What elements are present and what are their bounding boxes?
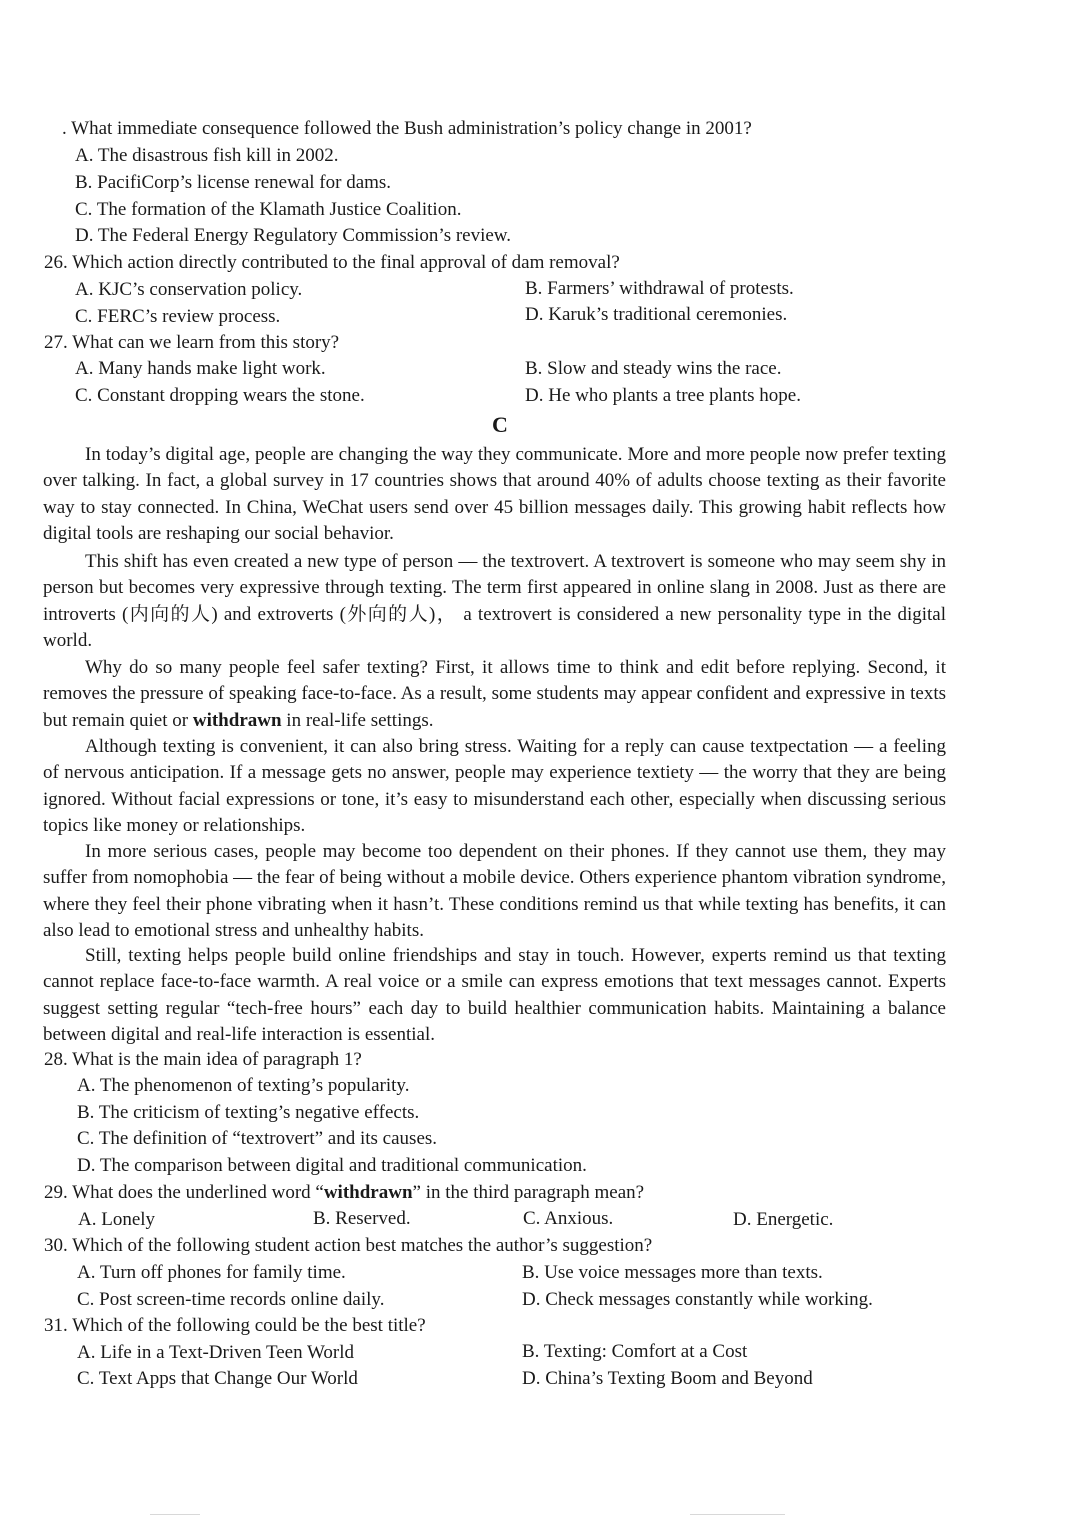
question-25-option-a: A. The disastrous fish kill in 2002. <box>75 145 339 166</box>
question-25-option-d: D. The Federal Energy Regulatory Commission’s review. <box>75 225 512 246</box>
question-30-option-b: B. Use voice messages more than texts. <box>522 1262 823 1283</box>
question-30-option-d: D. Check messages constantly while working. <box>522 1289 873 1310</box>
question-29-stem-before: 29. What does the underlined word “ <box>44 1182 324 1203</box>
question-27-option-b: B. Slow and steady wins the race. <box>525 358 782 379</box>
question-28-stem: 28. What is the main idea of paragraph 1? <box>44 1049 362 1070</box>
question-31-option-b: B. Texting: Comfort at a Cost <box>522 1341 748 1362</box>
passage-paragraph-2: This shift has even created a new type of person — the textrovert. A textrovert is someone who may seem shy in person but becomes very expressive through texting. The term first appeared in online slang in 2008. Just as there are introverts (内向的人) and extroverts (外向的人)， a textrovert is considered a new personality type in the digital world. <box>43 551 946 651</box>
question-28-option-d: D. The comparison between digital and traditional communication. <box>77 1155 587 1176</box>
question-27-option-a: A. Many hands make light work. <box>75 358 326 379</box>
paragraph-3-text-before: Why do so many people feel safer texting? First, it allows time to think and edit before replying. Second, it removes the pressure of speaking face-to-face. As a result, some students may appear confident and expressive in texts but remain quiet or <box>43 657 946 731</box>
question-26-option-b: B. Farmers’ withdrawal of protests. <box>525 278 794 299</box>
passage-paragraph-6: Still, texting helps people build online friendships and stay in touch. However, experts remind us that texting cannot replace face-to-face warmth. A real voice or a smile can express emotions that text messages cannot. Experts suggest setting regular “tech-free hours” each day to build healthier communication habits. Maintaining a balance between digital and real-life interaction is essential. <box>43 945 946 1045</box>
question-25-stem: . What immediate consequence followed the Bush administration’s policy change in 2001? <box>62 118 752 139</box>
question-29-option-d: D. Energetic. <box>733 1209 834 1230</box>
question-26-option-d: D. Karuk’s traditional ceremonies. <box>525 304 788 325</box>
question-28-option-b: B. The criticism of texting’s negative effects. <box>77 1102 420 1123</box>
question-29-stem-after: ” in the third paragraph mean? <box>412 1182 645 1203</box>
passage-paragraph-5: In more serious cases, people may become too dependent on their phones. If they cannot use them, they may suffer from nomophobia — the fear of being without a mobile device. Others experience phantom vibration syndrome, where they feel their phone vibrating when it hasn’t. These conditions remind us that while texting has benefits, it can also lead to emotional stress and unhealthy habits. <box>43 841 946 941</box>
question-31-option-d: D. China’s Texting Boom and Beyond <box>522 1368 813 1389</box>
question-31-stem: 31. Which of the following could be the best title? <box>44 1315 426 1336</box>
question-27-option-c: C. Constant dropping wears the stone. <box>75 385 365 406</box>
question-30-option-a: A. Turn off phones for family time. <box>77 1262 346 1283</box>
passage-paragraph-3 <box>43 655 946 734</box>
question-26-stem: 26. Which action directly contributed to the final approval of dam removal? <box>44 252 620 273</box>
paragraph-3-text-after: in real-life settings. <box>281 709 434 731</box>
question-29-option-c: C. Anxious. <box>523 1208 614 1229</box>
scan-mark-right <box>690 1514 785 1515</box>
question-29-underlined-word: withdrawn <box>323 1182 413 1203</box>
question-27-option-d: D. He who plants a tree plants hope. <box>525 385 801 406</box>
question-29-stem <box>44 1181 644 1205</box>
passage-paragraph-1: In today’s digital age, people are changing the way they communicate. More and more people now prefer texting over talking. In fact, a global survey in 17 countries shows that around 40% of adults choose texting as their favorite way to stay connected. In China, WeChat users send over 45 billion messages daily. This growing habit reflects how digital tools are reshaping our social behavior. <box>43 444 946 544</box>
question-31-option-c: C. Text Apps that Change Our World <box>77 1368 358 1389</box>
question-25-option-c: C. The formation of the Klamath Justice Coalition. <box>75 199 462 220</box>
question-29-option-b: B. Reserved. <box>313 1208 411 1229</box>
question-31-option-a: A. Life in a Text-Driven Teen World <box>77 1342 355 1363</box>
underlined-word-withdrawn: withdrawn <box>192 709 282 731</box>
question-25-option-b: B. PacifiCorp’s license renewal for dams. <box>75 172 392 193</box>
section-c-heading: C <box>492 412 508 437</box>
question-28-option-c: C. The definition of “textrovert” and its causes. <box>77 1128 438 1149</box>
question-26-option-c: C. FERC’s review process. <box>75 306 281 327</box>
question-30-stem: 30. Which of the following student action best matches the author’s suggestion? <box>44 1235 653 1256</box>
question-29-option-a: A. Lonely <box>78 1209 156 1230</box>
question-26-option-a: A. KJC’s conservation policy. <box>75 279 303 300</box>
question-30-option-c: C. Post screen-time records online daily. <box>77 1289 385 1310</box>
passage-paragraph-4: Although texting is convenient, it can also bring stress. Waiting for a reply can cause textpectation — a feeling of nervous anticipation. If a message gets no answer, people may experience textiety — the worry that they are being ignored. Without facial expressions or tone, it’s easy to misunderstand each other, especially when discussing serious topics like money or relationships. <box>43 736 946 836</box>
scan-mark-left <box>150 1514 200 1515</box>
question-28-option-a: A. The phenomenon of texting’s popularity. <box>77 1075 410 1096</box>
question-27-stem: 27. What can we learn from this story? <box>44 332 340 353</box>
